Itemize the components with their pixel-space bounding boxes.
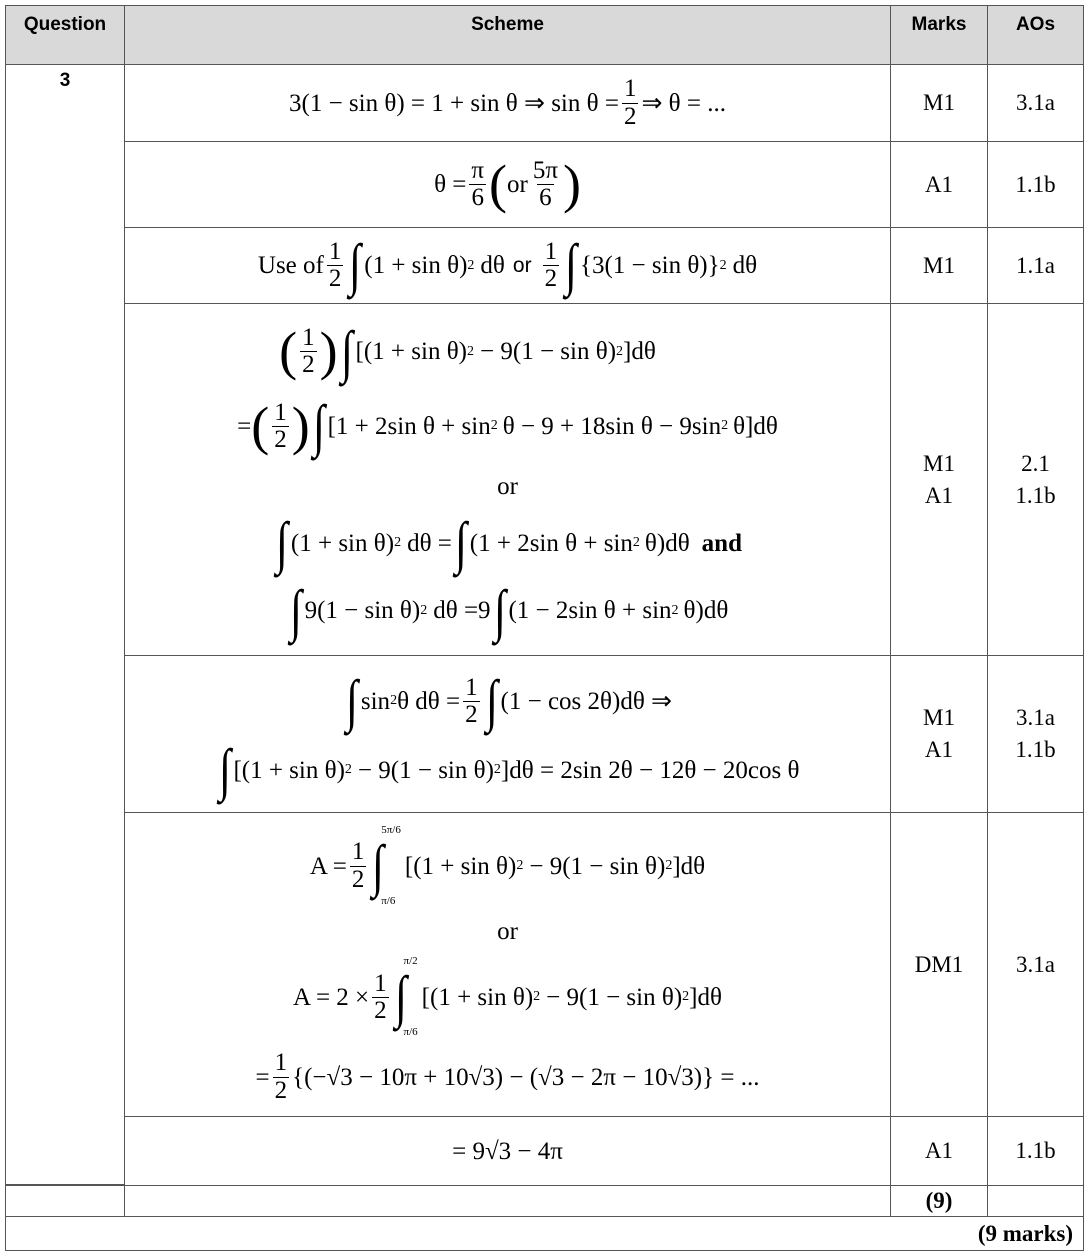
math-text: [(1 + sin θ) (355, 338, 468, 366)
math-text: A = 2 × (293, 983, 370, 1011)
integral-sign: ∫ (312, 393, 325, 459)
exponent: 2 (671, 602, 679, 618)
scheme-line (279, 318, 656, 384)
math-text: (1 − 2sin θ + sin (508, 597, 672, 625)
exponent: 2 (344, 762, 352, 778)
math-text: θ dθ = (397, 687, 461, 715)
numerator: 1 (465, 673, 478, 701)
integral-sign: ∫ (493, 577, 506, 643)
numerator: 1 (328, 237, 342, 265)
aos-row-5: 3.1a 1.1b (987, 655, 1084, 813)
math-text: [(1 + sin θ) (421, 983, 534, 1011)
numerator: 1 (274, 398, 287, 426)
denominator: 2 (328, 265, 342, 292)
denominator: 2 (374, 996, 387, 1024)
math-text: ]dθ (672, 852, 706, 880)
exponent: 2 (719, 257, 727, 273)
integral-sign: ∫ (218, 736, 231, 802)
math-text: [(1 + sin θ) (404, 852, 517, 880)
lower-limit: π/6 (403, 1026, 418, 1039)
math-text: dθ (732, 252, 758, 279)
aos-row-2: 1.1b (987, 141, 1084, 228)
integral-sign: ∫ (345, 668, 358, 734)
math-text: − 9(1 − sin θ) (529, 852, 666, 880)
numerator: 1 (544, 237, 558, 265)
scheme-row-3 (124, 227, 891, 304)
math-text: − 9(1 − sin θ) (357, 756, 494, 784)
math-text: − 9(1 − sin θ) (480, 338, 617, 366)
math-text: θ − 9 + 18sin θ − 9sin (502, 412, 722, 440)
math-text: ]dθ (689, 983, 722, 1011)
header-aos: AOs (987, 5, 1084, 65)
integral-sign: ∫ (394, 964, 407, 1030)
fraction (300, 325, 317, 379)
marks-row-5: M1 A1 (890, 655, 988, 813)
subtotal-empty-aos (987, 1185, 1084, 1217)
exponent: 2 (616, 343, 624, 359)
exponent: 2 (533, 989, 541, 1005)
scheme-line (343, 668, 672, 734)
math-text: − 9(1 − sin θ) (546, 983, 683, 1011)
upper-limit: π/2 (403, 955, 418, 968)
math-text: {(−√3 − 10π + 10√3) − (√3 − 2π − 10√3)} = ... (292, 1063, 760, 1091)
subtotal-empty-question (5, 1185, 125, 1217)
exponent: 2 (493, 762, 501, 778)
scheme-line (237, 393, 778, 459)
or-text: or (497, 918, 518, 946)
math-text: sin (360, 687, 391, 715)
aos-row-6: 3.1a (987, 812, 1084, 1117)
denominator: 2 (465, 700, 478, 728)
denominator: 2 (274, 425, 287, 453)
exponent: 2 (467, 257, 475, 273)
integral-sign: ∫ (340, 318, 353, 384)
total-marks: (9 marks) (5, 1216, 1084, 1251)
fraction (273, 1050, 290, 1104)
scheme-line (216, 736, 800, 802)
scheme-line (310, 825, 705, 907)
fraction (272, 400, 289, 454)
scheme-line (497, 919, 518, 944)
paren: ( (489, 154, 507, 215)
scheme-row-5 (124, 655, 891, 813)
scheme-line (257, 232, 758, 298)
fraction (327, 239, 344, 293)
math-text: dθ (480, 252, 505, 279)
paren: ) (562, 154, 581, 215)
math-text: 9(1 − sin θ) (304, 597, 421, 625)
math-text: (1 + 2sin θ + sin (469, 529, 633, 557)
exponent: 2 (682, 989, 690, 1005)
fraction (463, 675, 480, 729)
exponent: 2 (394, 535, 402, 551)
numerator: 1 (374, 969, 387, 997)
denominator: 6 (471, 184, 484, 211)
scheme-line (256, 1050, 760, 1104)
exponent: 2 (632, 535, 640, 551)
scheme-line (273, 510, 742, 576)
integral-sign: ∫ (565, 232, 577, 298)
scheme-line (293, 956, 722, 1038)
marks-row-4: M1 A1 (890, 303, 988, 656)
exponent: 2 (665, 858, 673, 874)
marks-row-1: M1 (890, 64, 988, 142)
scheme-row-4 (124, 303, 891, 656)
fraction (622, 76, 639, 130)
math-text: = 9√3 − 4π (452, 1137, 563, 1165)
math-text: dθ =9 (433, 597, 491, 625)
fraction (350, 839, 367, 893)
fraction (469, 158, 486, 212)
exponent: 2 (516, 858, 524, 874)
integral-limits (381, 825, 401, 907)
math-text: θ]dθ (733, 412, 778, 440)
marks-row-7: A1 (890, 1116, 988, 1186)
math-text: (1 − cos 2θ)dθ ⇒ (500, 687, 672, 715)
math-text: θ = (434, 171, 467, 198)
scheme-line (287, 577, 729, 643)
aos-row-7: 1.1b (987, 1116, 1084, 1186)
subtotal-marks: (9) (890, 1185, 988, 1217)
math-text: A = (309, 852, 347, 880)
header-scheme: Scheme (124, 5, 891, 65)
scheme-row-2 (124, 141, 891, 228)
math-text: (1 + sin θ) (364, 252, 468, 279)
marks-row-2: A1 (890, 141, 988, 228)
numerator: π (471, 156, 485, 184)
paren: ( (279, 321, 298, 382)
math-text: (1 + sin θ) (290, 529, 395, 557)
integral-sign: ∫ (349, 232, 362, 298)
integral-sign: ∫ (372, 832, 385, 898)
upper-limit: 5π/6 (381, 824, 401, 837)
integral-sign: ∫ (276, 510, 288, 576)
exponent: 2 (490, 418, 498, 434)
math-text: dθ = (407, 529, 452, 557)
denominator: 2 (274, 1076, 288, 1104)
numerator: 1 (302, 324, 315, 352)
scheme-line (289, 76, 726, 130)
math-text: ]dθ (623, 338, 656, 366)
integral-sign: ∫ (454, 510, 467, 576)
math-text: Use of (257, 252, 324, 279)
denominator: 2 (544, 265, 558, 292)
math-text: θ)dθ (683, 597, 729, 625)
denominator: 2 (302, 351, 315, 379)
scheme-row-7 (124, 1116, 891, 1186)
scheme-line (452, 1139, 563, 1164)
denominator: 6 (539, 184, 552, 211)
paren: ) (291, 396, 310, 457)
math-text: or (507, 171, 528, 198)
math-text: [(1 + sin θ) (233, 756, 345, 784)
aos-row-3: 1.1a (987, 227, 1084, 304)
math-text: = (237, 412, 252, 440)
header-question: Question (5, 5, 125, 65)
aos-row-4: 2.1 1.1b (987, 303, 1084, 656)
marks-row-3: M1 (890, 227, 988, 304)
numerator: 1 (274, 1049, 288, 1077)
math-text: ⇒ θ = ... (641, 89, 726, 117)
numerator: 5π (532, 156, 558, 184)
fraction (372, 971, 389, 1025)
numerator: 1 (351, 838, 365, 866)
or-text: or (497, 473, 518, 501)
integral-sign: ∫ (485, 668, 498, 734)
scheme-row-1 (124, 64, 891, 142)
lower-limit: π/6 (381, 895, 396, 908)
and-text: and (701, 529, 742, 557)
aos-row-1: 3.1a (987, 64, 1084, 142)
fraction (531, 158, 560, 212)
denominator: 2 (623, 102, 637, 130)
denominator: 2 (351, 865, 365, 893)
paren: ) (319, 321, 338, 382)
numerator: 1 (623, 75, 637, 103)
math-text: 3(1 − sin θ) = 1 + sin θ ⇒ sin θ = (289, 89, 619, 117)
math-text: {3(1 − sin θ)} (579, 252, 720, 279)
subtotal-empty-scheme (124, 1185, 891, 1217)
marks-row-6: DM1 (890, 812, 988, 1117)
paren: ( (251, 396, 270, 457)
math-text: = (255, 1063, 270, 1091)
scheme-row-6 (124, 812, 891, 1117)
fraction (543, 239, 560, 293)
exponent: 2 (420, 602, 428, 618)
question-number: 3 (5, 64, 125, 1185)
mark-scheme-table (5, 5, 1084, 1251)
exponent: 2 (467, 343, 475, 359)
math-text: [1 + 2sin θ + sin (327, 412, 491, 440)
scheme-line (497, 474, 518, 499)
integral-sign: ∫ (289, 577, 302, 643)
or-text: or (512, 254, 532, 277)
math-text: θ)dθ (644, 529, 690, 557)
scheme-line (434, 154, 581, 215)
math-text: ]dθ = 2sin 2θ − 12θ − 20cos θ (500, 756, 800, 784)
exponent: 2 (390, 693, 398, 709)
exponent: 2 (721, 418, 729, 434)
header-marks: Marks (890, 5, 988, 65)
